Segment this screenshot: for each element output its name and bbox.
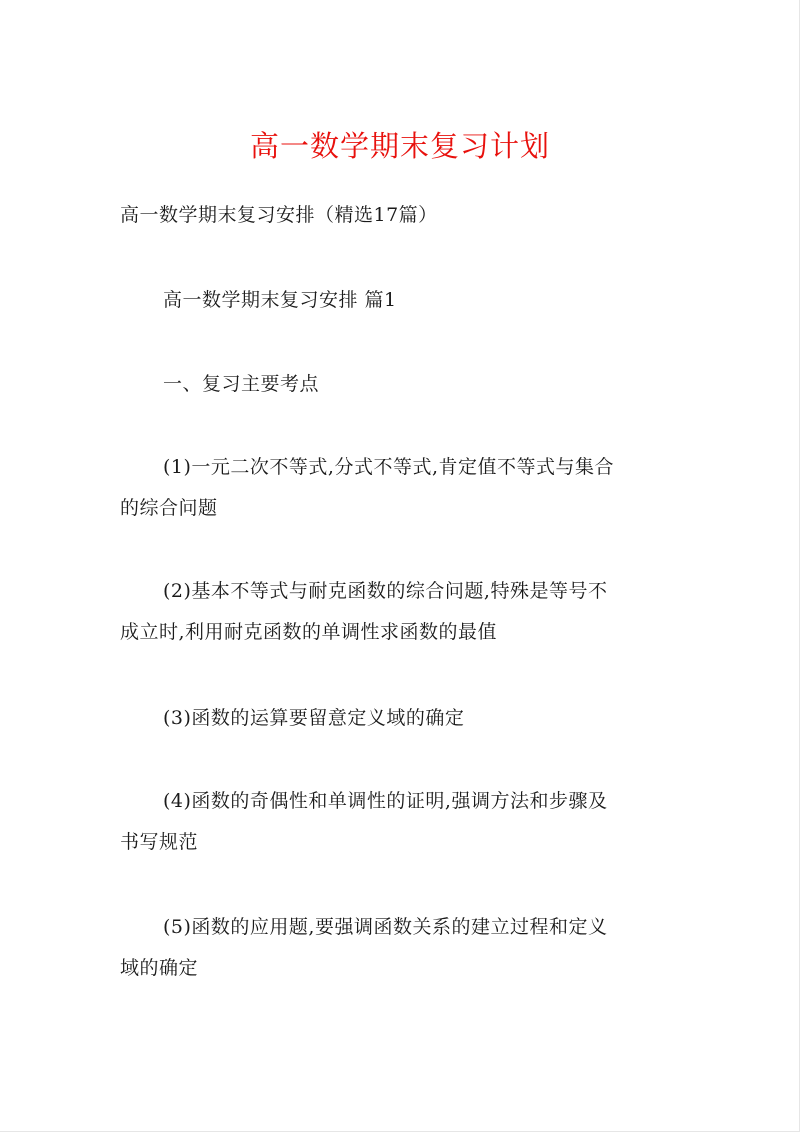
list-item-line: 域的确定 <box>120 957 199 979</box>
list-item <box>120 781 700 863</box>
document-subtitle: 高一数学期末复习安排（精选17篇） <box>120 204 438 226</box>
list-item <box>120 447 700 529</box>
list-item-line: 书写规范 <box>120 831 199 853</box>
list-item <box>120 907 700 989</box>
list-item-line: (1)一元二次不等式,分式不等式,肯定值不等式与集合 <box>163 456 614 478</box>
part-heading: 一、复习主要考点 <box>163 373 320 395</box>
list-item-line: (5)函数的应用题,要强调函数关系的建立过程和定义 <box>163 916 608 938</box>
list-item-line: 的综合问题 <box>120 497 218 519</box>
document-title: 高一数学期末复习计划 <box>249 129 550 163</box>
list-item-line: (3)函数的运算要留意定义域的确定 <box>163 707 465 729</box>
list-item-line: (2)基本不等式与耐克函数的综合问题,特殊是等号不 <box>163 580 608 602</box>
section-heading: 高一数学期末复习安排 篇1 <box>163 289 397 311</box>
list-item <box>120 571 700 653</box>
list-item-line: 成立时,利用耐克函数的单调性求函数的最值 <box>120 621 498 643</box>
list-item-line: (4)函数的奇偶性和单调性的证明,强调方法和步骤及 <box>163 790 608 812</box>
list-item <box>120 698 700 739</box>
